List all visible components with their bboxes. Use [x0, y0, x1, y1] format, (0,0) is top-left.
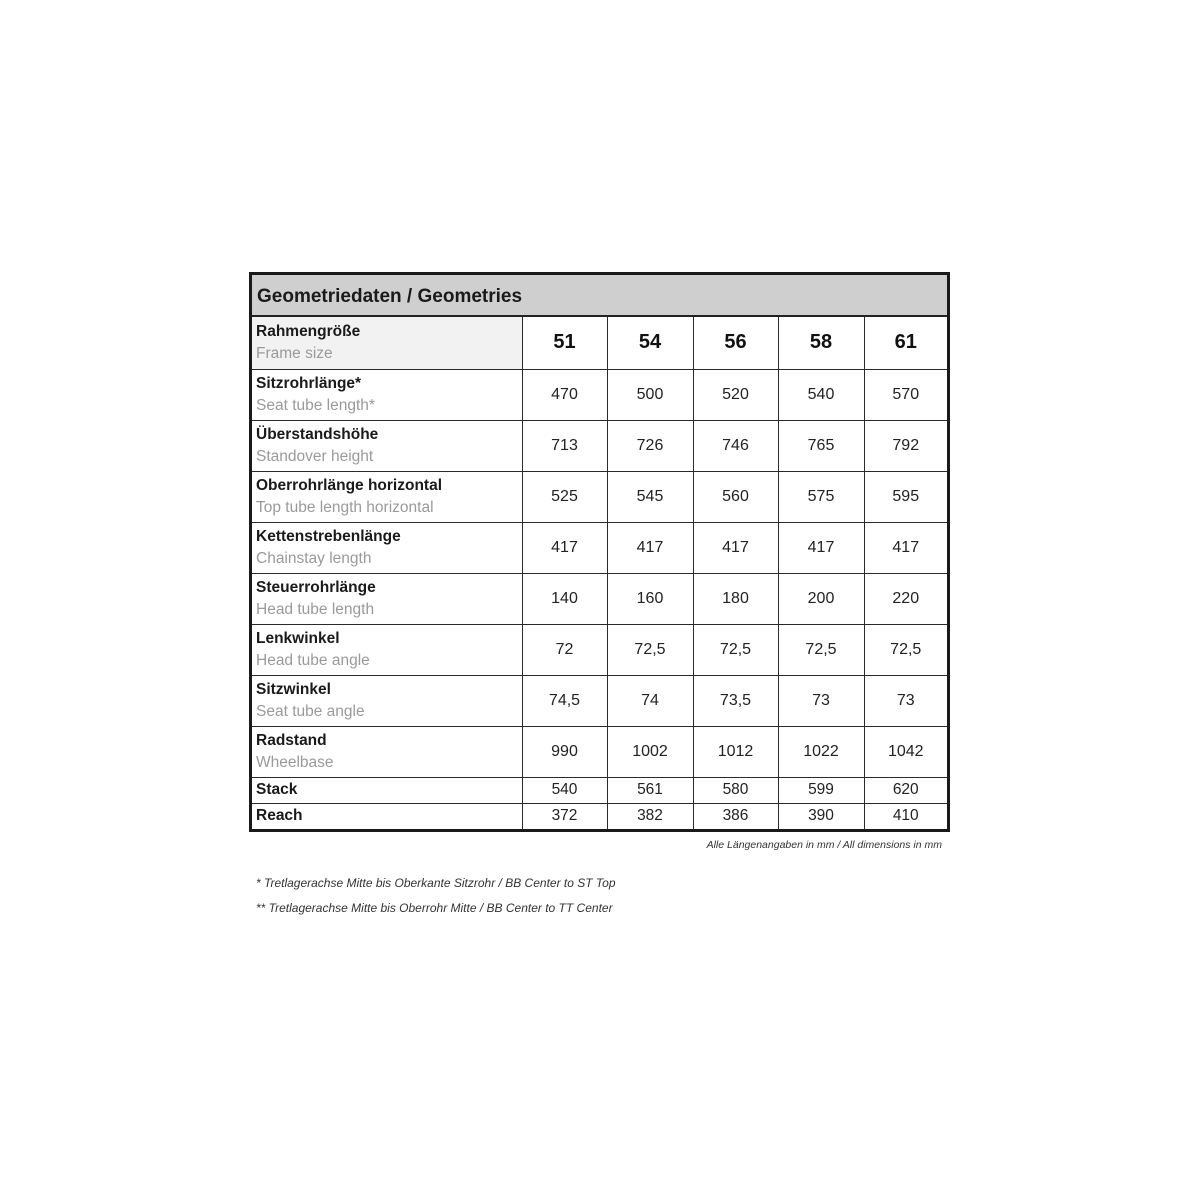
table-title: Geometriedaten / Geometries — [252, 275, 947, 317]
frame-size-row — [252, 317, 947, 369]
frame-size-label-de: Rahmengröße — [256, 322, 361, 340]
table-cell: 560 — [693, 471, 778, 522]
table-cell: 1002 — [607, 726, 693, 777]
row-label — [252, 573, 522, 624]
row-label — [252, 471, 522, 522]
table-cell: 1042 — [864, 726, 947, 777]
table-cell: 1022 — [778, 726, 864, 777]
table-cell: 74,5 — [522, 675, 607, 726]
table-row-wheelbase — [252, 726, 947, 777]
table-cell: 417 — [522, 522, 607, 573]
row-label — [252, 369, 522, 420]
row-label-en: Seat tube length* — [256, 396, 375, 414]
table-cell: 382 — [607, 803, 693, 829]
row-label — [252, 675, 522, 726]
table-cell: 792 — [864, 420, 947, 471]
geometry-grid — [252, 317, 947, 829]
table-row-chainstay-length — [252, 522, 947, 573]
row-label-en: Head tube length — [256, 600, 375, 618]
table-cell: 726 — [607, 420, 693, 471]
table-cell: 390 — [778, 803, 864, 829]
table-cell: 220 — [864, 573, 947, 624]
table-cell: 1012 — [693, 726, 778, 777]
row-label-de: Steuerrohrlänge — [256, 578, 376, 596]
table-cell: 580 — [693, 777, 778, 803]
table-cell: 765 — [778, 420, 864, 471]
table-cell: 570 — [864, 369, 947, 420]
table-cell: 575 — [778, 471, 864, 522]
frame-size-58: 58 — [778, 317, 864, 369]
table-row-head-tube-length — [252, 573, 947, 624]
table-cell: 160 — [607, 573, 693, 624]
row-label — [252, 803, 522, 829]
table-cell: 470 — [522, 369, 607, 420]
row-label — [252, 777, 522, 803]
table-row-head-tube-angle — [252, 624, 947, 675]
table-cell: 595 — [864, 471, 947, 522]
row-label — [252, 624, 522, 675]
table-row-top-tube-length — [252, 471, 947, 522]
table-cell: 72,5 — [864, 624, 947, 675]
table-row-standover-height — [252, 420, 947, 471]
units-note: Alle Längenangaben in mm / All dimensions in mm — [706, 839, 942, 851]
row-label-de: Überstandshöhe — [256, 425, 379, 443]
table-cell: 72,5 — [778, 624, 864, 675]
row-label-en: Standover height — [256, 447, 374, 465]
row-label-de: Sitzrohrlänge* — [256, 374, 362, 392]
table-cell: 72,5 — [693, 624, 778, 675]
table-cell: 540 — [522, 777, 607, 803]
row-label-de: Oberrohrlänge horizontal — [256, 476, 443, 494]
footnote-top-tube: ** Tretlagerachse Mitte bis Oberrohr Mitte / BB Center to TT Center — [256, 901, 613, 915]
geometry-table — [249, 272, 950, 832]
table-cell: 74 — [607, 675, 693, 726]
row-label-de: Reach — [256, 807, 303, 825]
table-cell: 500 — [607, 369, 693, 420]
row-label-de: Sitzwinkel — [256, 680, 331, 698]
row-label-en: Wheelbase — [256, 753, 334, 771]
table-cell: 417 — [864, 522, 947, 573]
row-label-en: Head tube angle — [256, 651, 370, 669]
table-cell: 599 — [778, 777, 864, 803]
frame-size-51: 51 — [522, 317, 607, 369]
frame-size-56: 56 — [693, 317, 778, 369]
row-label — [252, 522, 522, 573]
frame-size-label-cell — [252, 317, 522, 369]
table-cell: 372 — [522, 803, 607, 829]
table-cell: 72,5 — [607, 624, 693, 675]
table-row-seat-tube-length — [252, 369, 947, 420]
table-cell: 990 — [522, 726, 607, 777]
table-cell: 72 — [522, 624, 607, 675]
table-cell: 73 — [778, 675, 864, 726]
table-cell: 73 — [864, 675, 947, 726]
table-cell: 410 — [864, 803, 947, 829]
table-cell: 713 — [522, 420, 607, 471]
table-cell: 417 — [778, 522, 864, 573]
row-label-de: Radstand — [256, 731, 327, 749]
table-cell: 417 — [607, 522, 693, 573]
row-label-en: Top tube length horizontal — [256, 498, 434, 516]
row-label — [252, 726, 522, 777]
table-cell: 746 — [693, 420, 778, 471]
table-row-seat-tube-angle — [252, 675, 947, 726]
row-label — [252, 420, 522, 471]
table-cell: 540 — [778, 369, 864, 420]
table-cell: 386 — [693, 803, 778, 829]
row-label-en: Chainstay length — [256, 549, 372, 567]
frame-size-61: 61 — [864, 317, 947, 369]
table-cell: 525 — [522, 471, 607, 522]
table-cell: 620 — [864, 777, 947, 803]
table-cell: 140 — [522, 573, 607, 624]
table-cell: 545 — [607, 471, 693, 522]
row-label-de: Kettenstrebenlänge — [256, 527, 401, 545]
row-label-de: Lenkwinkel — [256, 629, 340, 647]
footnote-seat-tube: * Tretlagerachse Mitte bis Oberkante Sitzrohr / BB Center to ST Top — [256, 876, 616, 890]
table-row-reach — [252, 803, 947, 829]
table-cell: 417 — [693, 522, 778, 573]
table-cell: 180 — [693, 573, 778, 624]
row-label-de: Stack — [256, 781, 298, 798]
table-cell: 73,5 — [693, 675, 778, 726]
table-cell: 520 — [693, 369, 778, 420]
frame-size-54: 54 — [607, 317, 693, 369]
table-cell: 200 — [778, 573, 864, 624]
table-row-stack — [252, 777, 947, 803]
row-label-en: Seat tube angle — [256, 702, 365, 720]
table-cell: 561 — [607, 777, 693, 803]
frame-size-label-en: Frame size — [256, 344, 333, 362]
